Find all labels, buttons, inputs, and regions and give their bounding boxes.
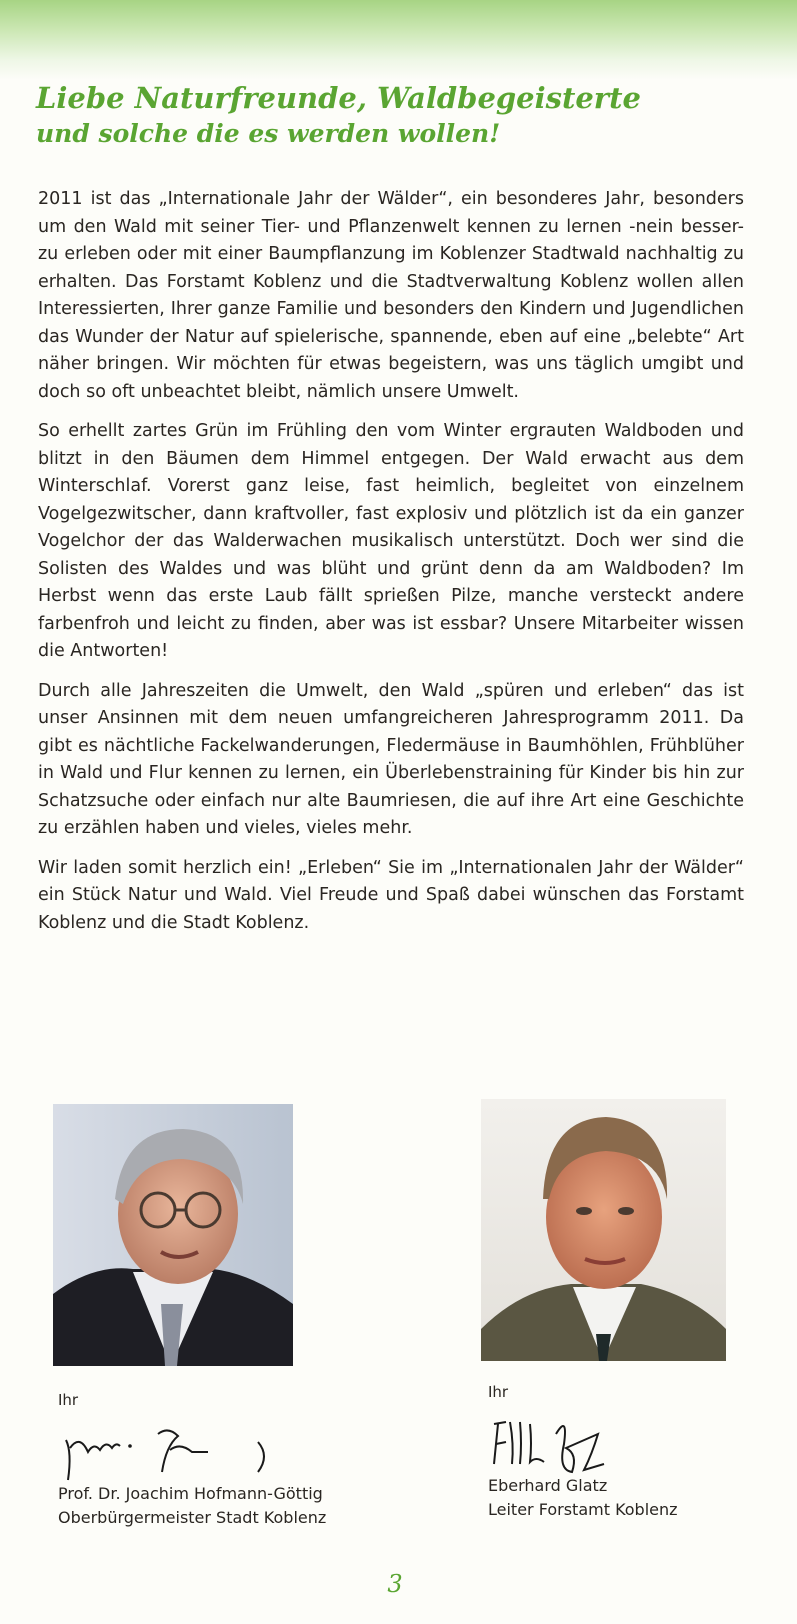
- page-number: 3: [387, 1570, 403, 1598]
- signatory-role: Leiter Forstamt Koblenz: [488, 1500, 678, 1519]
- portrait-forester: [481, 1099, 726, 1361]
- handwritten-signature: [488, 1404, 648, 1474]
- signature-block-forester: [488, 1380, 768, 1522]
- paragraph: So erhellt zartes Grün im Frühling den vom Winter ergrauten Waldboden und blitzt in den Bäumen dem Himmel entgegen. Der Wald erwacht aus dem Winterschlaf. Vorerst ganz leise, fast heimlich, begleitet von einzelnem Vogelgezwitscher, dann kraftvoller, fast explosiv und plötzlich ist da ein ganzer Vogelchor der das Walderwachen musikalisch unterstützt. Doch wer sind die Solisten des Waldes und was blüht und grünt denn da am Waldboden? Im Herbst wenn das erste Laub fällt sprießen Pilze, manche versteckt andere farbenfroh und leicht zu finden, aber was ist essbar? Unsere Mitarbeiter wissen die Antworten!: [38, 421, 744, 661]
- heading-line-2: und solche die es werden wollen!: [36, 119, 501, 148]
- signatory-name: Eberhard Glatz: [488, 1476, 608, 1495]
- greeting: Ihr: [58, 1391, 79, 1409]
- paragraph: 2011 ist das „Internationale Jahr der Wälder“, ein besonderes Jahr, besonders um den Wald mit seiner Tier- und Pflanzenwelt kennen zu lernen -nein besser- zu erleben oder mit einer Baumpflanzung im Koblenzer Stadtwald nachhaltig zu erhalten. Das Forstamt Koblenz und die Stadtverwaltung Koblenz wollen allen Interessierten, Ihrer ganze Familie und besonders den Kindern und Jugendlichen das Wunder der Natur auf spielerische, spannende, eben auf eine „belebte“ Art näher bringen. Wir möchten für etwas begeistern, was uns täglich umgibt und doch so oft unbeachtet bleibt, nämlich unsere Umwelt.: [38, 189, 744, 402]
- greeting: Ihr: [488, 1383, 509, 1401]
- paragraph: Wir laden somit herzlich ein! „Erleben“ Sie im „Internationalen Jahr der Wälder“ ein Stück Natur und Wald. Viel Freude und Spaß dabei wünschen das Forstamt Koblenz und die Stadt Koblenz.: [38, 857, 744, 933]
- handwritten-signature: [58, 1412, 298, 1482]
- body-text: [38, 186, 744, 949]
- portrait-mayor: [53, 1104, 293, 1366]
- signature-block-mayor: [58, 1388, 418, 1530]
- page-heading: [36, 80, 736, 152]
- heading-line-1: Liebe Naturfreunde, Waldbegeisterte: [36, 81, 641, 115]
- signatory-name: Prof. Dr. Joachim Hofmann-Göttig: [58, 1484, 323, 1503]
- paragraph: Durch alle Jahreszeiten die Umwelt, den Wald „spüren und erleben“ das ist unser Ansinnen mit dem neuen umfangreicheren Jahresprogramm 2011. Da gibt es nächtliche Fackelwanderungen, Fledermäuse in Baumhöhlen, Frühblüher in Wald und Flur kennen zu lernen, ein Überlebenstraining für Kinder bis hin zur Schatzsuche oder einfach nur alte Baumriesen, die auf ihre Art eine Geschichte zu erzählen haben und vieles, vieles mehr.: [38, 680, 744, 838]
- signatory-role: Oberbürgermeister Stadt Koblenz: [58, 1508, 327, 1527]
- header-gradient-band: [0, 0, 797, 80]
